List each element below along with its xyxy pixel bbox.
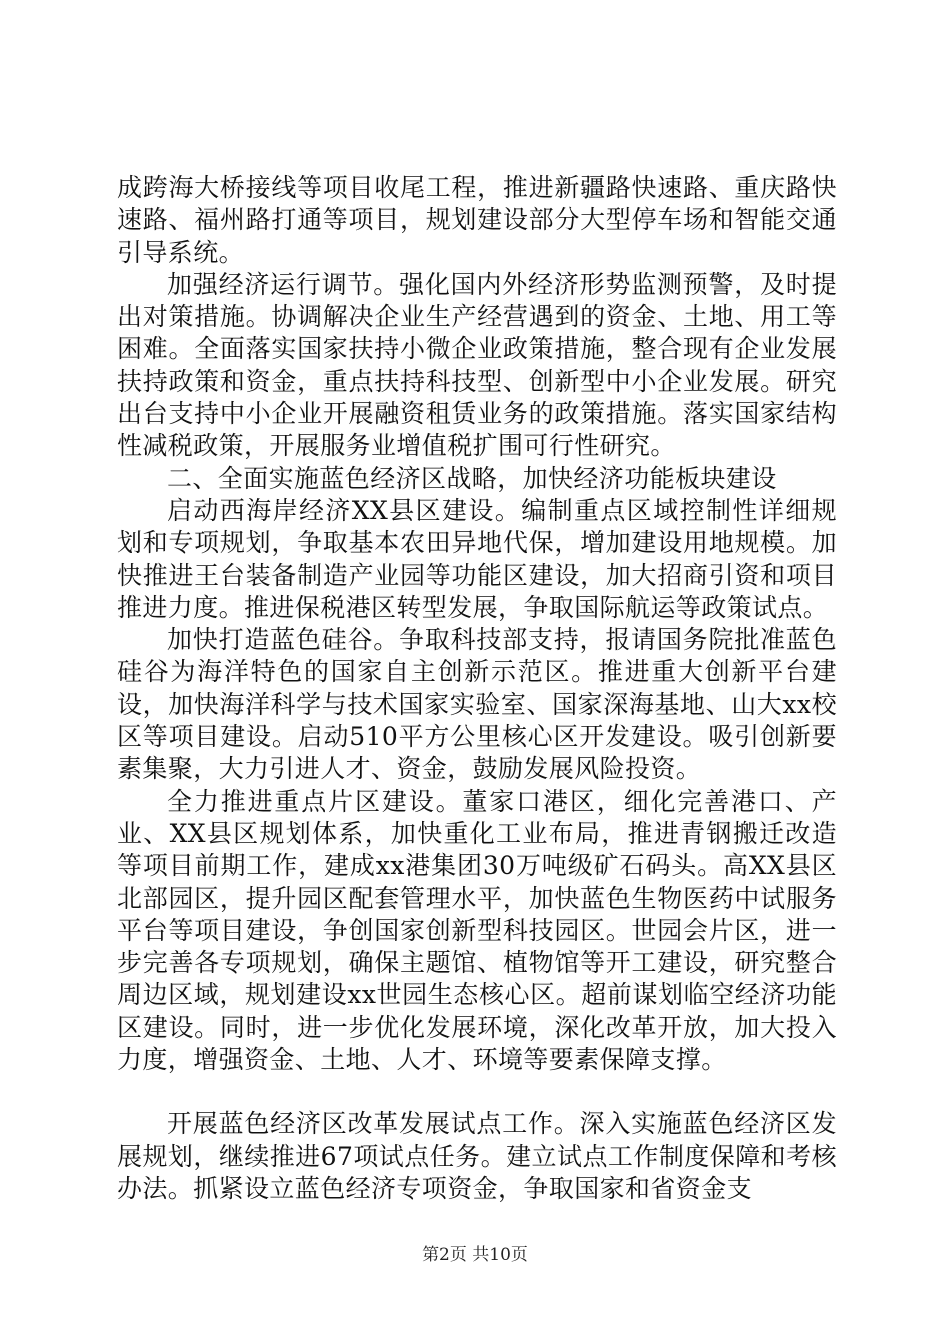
paragraph-blue-silicon-valley: 加快打造蓝色硅谷。争取科技部支持，报请国务院批准蓝色硅谷为海洋特色的国家自主创新示范区。推进重大创新平台建设，加快海洋科学与技术国家实验室、国家深海基地、山大xx校区等项目建设。启动510平方公里核心区开发建设。吸引创新要素集聚，大力引进人才、资金，鼓励发展风险投资。	[117, 625, 837, 784]
paragraph-reform-pilot: 开展蓝色经济区改革发展试点工作。深入实施蓝色经济区发展规划，继续推进67项试点任务。建立试点工作制度保障和考核办法。抓紧设立蓝色经济专项资金，争取国家和省资金支	[117, 1109, 837, 1203]
document-body	[117, 172, 837, 1205]
paragraph-continuation: 成跨海大桥接线等项目收尾工程，推进新疆路快速路、重庆路快速路、福州路打通等项目，规划建设部分大型停车场和智能交通引导系统。	[117, 173, 837, 267]
paragraph-economic-regulation: 加强经济运行调节。强化国内外经济形势监测预警，及时提出对策措施。协调解决企业生产经营遇到的资金、土地、用工等困难。全面落实国家扶持小微企业政策措施，整合现有企业发展扶持政策和资金，重点扶持科技型、创新型中小企业发展。研究出台支持中小企业开展融资租赁业务的政策措施。落实国家结构性减税政策，开展服务业增值税扩围可行性研究。	[117, 269, 837, 461]
paragraph-west-coast: 启动西海岸经济XX县区建设。编制重点区域控制性详细规划和专项规划，争取基本农田异地代保，增加建设用地规模。加快推进王台装备制造产业园等功能区建设，加大招商引资和项目推进力度。推进保税港区转型发展，争取国际航运等政策试点。	[117, 495, 837, 622]
section-heading: 二、全面实施蓝色经济区战略，加快经济功能板块建设	[167, 463, 777, 493]
page-number-footer: 第2页 共10页	[422, 1245, 528, 1265]
paragraph-key-areas: 全力推进重点片区建设。董家口港区，细化完善港口、产业、XX县区规划体系，加快重化工业布局，推进青钢搬迁改造等项目前期工作，建成xx港集团30万吨级矿石码头。高XX县区北部园区，提升园区配套管理水平，加快蓝色生物医药中试服务平台等项目建设，争创国家创新型科技园区。世园会片区，进一步完善各专项规划，确保主题馆、植物馆等开工建设，研究整合周边区域，规划建设xx世园生态核心区。超前谋划临空经济功能区建设。同时，进一步优化发展环境，深化改革开放，加大投入力度，增强资金、土地、人才、环境等要素保障支撑。	[117, 786, 837, 1075]
